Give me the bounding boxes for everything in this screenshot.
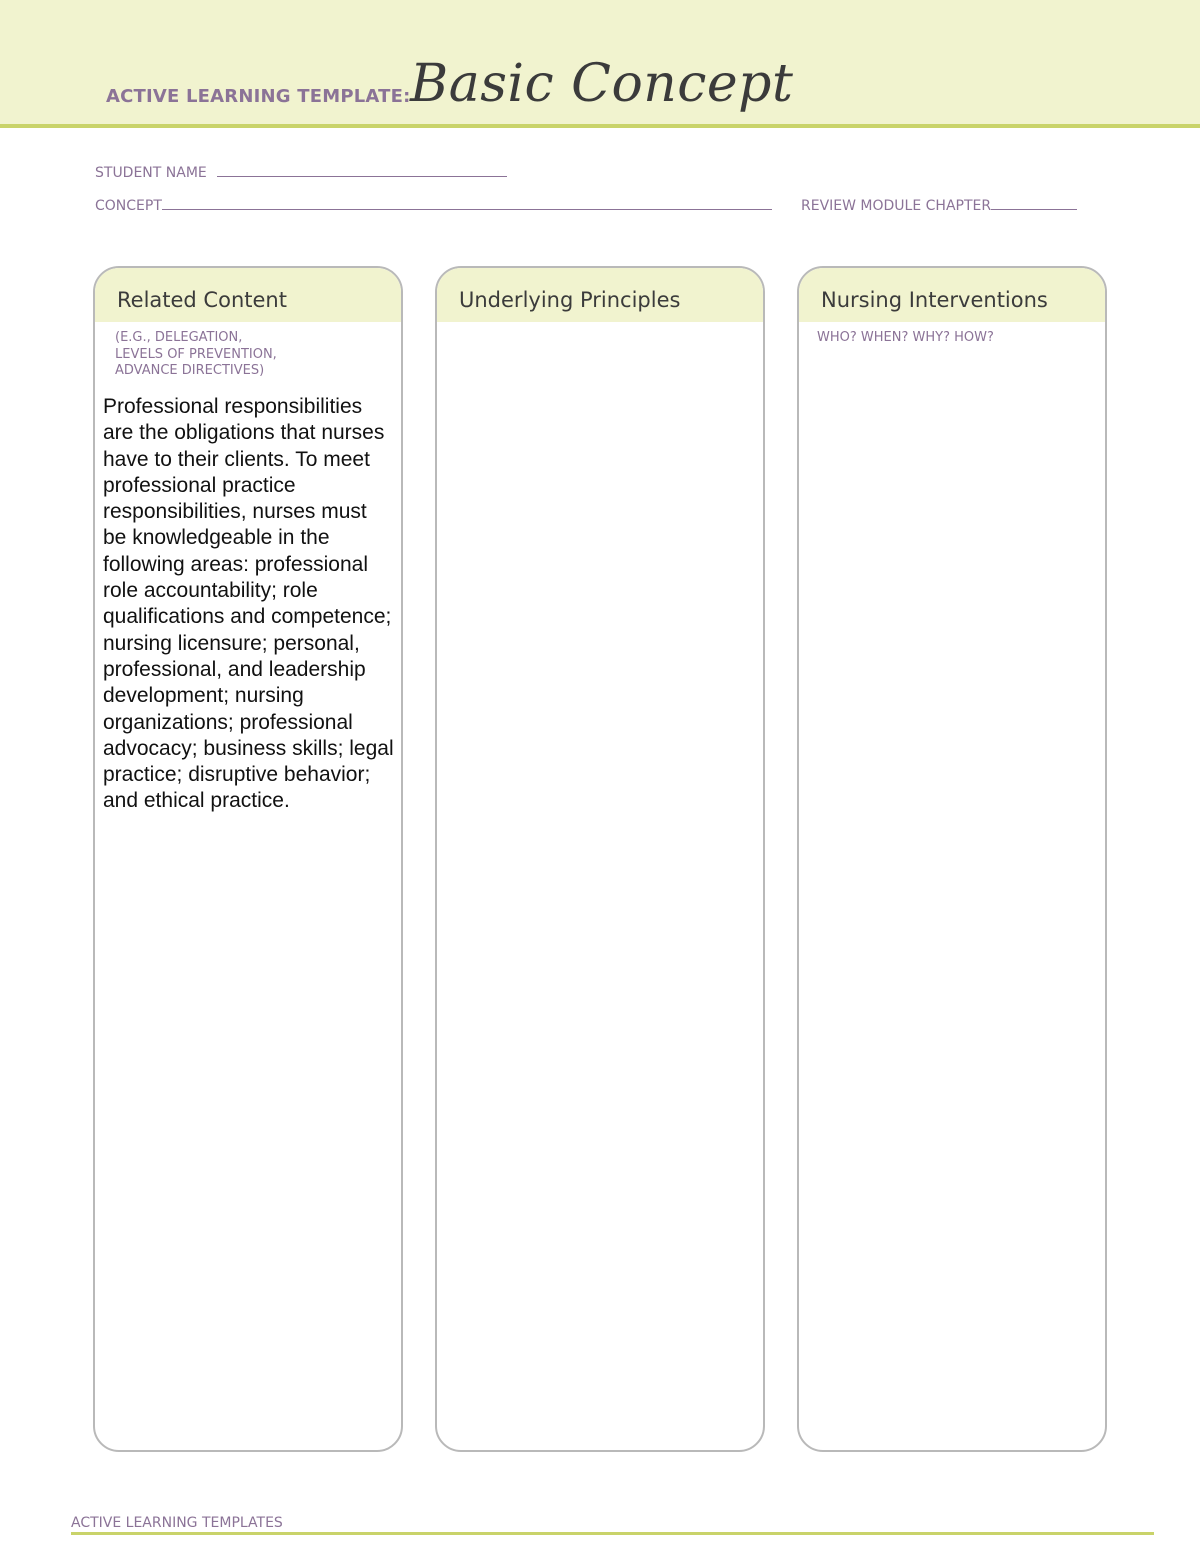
review-module-blank[interactable] (991, 199, 1077, 210)
concept-blank[interactable] (162, 199, 772, 210)
underlying-principles-column (435, 266, 765, 1452)
footer-rule (71, 1532, 1154, 1535)
nursing-interventions-hint: WHO? WHEN? WHY? HOW? (817, 330, 994, 345)
page-title: Basic Concept (410, 54, 794, 114)
review-module-label: REVIEW MODULE CHAPTER (801, 198, 992, 214)
related-content-answer[interactable]: Professional responsibilities are the obligations that nurses have to their clients. To meet professional practice responsibilities, nurses must be knowledgeable in the following areas: professional role accountability; role qualifications and competence; nursing licensure; personal, professional, and leadership development; nursing organizations; professional advocacy; business skills; legal practice; disruptive behavior; and ethical practice. (103, 395, 394, 813)
student-name-field (95, 165, 507, 181)
template-label: ACTIVE LEARNING TEMPLATE: (106, 86, 411, 107)
related-content-title: Related Content (117, 288, 287, 312)
header-rule (0, 124, 1200, 128)
concept-field (95, 198, 772, 214)
concept-label: CONCEPT (95, 198, 162, 214)
related-hint-line: LEVELS OF PREVENTION, (115, 346, 277, 362)
underlying-principles-answer-area[interactable] (437, 322, 763, 1442)
nursing-interventions-answer-area[interactable] (799, 358, 1105, 1438)
related-hint-line: (E.G., DELEGATION, (115, 330, 243, 345)
footer-label: ACTIVE LEARNING TEMPLATES (71, 1515, 283, 1531)
nursing-interventions-title: Nursing Interventions (821, 288, 1048, 312)
student-name-blank[interactable] (217, 166, 507, 177)
related-content-hint (115, 330, 277, 380)
underlying-principles-title: Underlying Principles (459, 288, 681, 312)
student-name-label: STUDENT NAME (95, 165, 207, 181)
review-module-field (801, 198, 1077, 214)
nursing-interventions-column (797, 266, 1107, 1452)
related-content-column (93, 266, 403, 1452)
related-hint-line: ADVANCE DIRECTIVES) (115, 363, 265, 378)
